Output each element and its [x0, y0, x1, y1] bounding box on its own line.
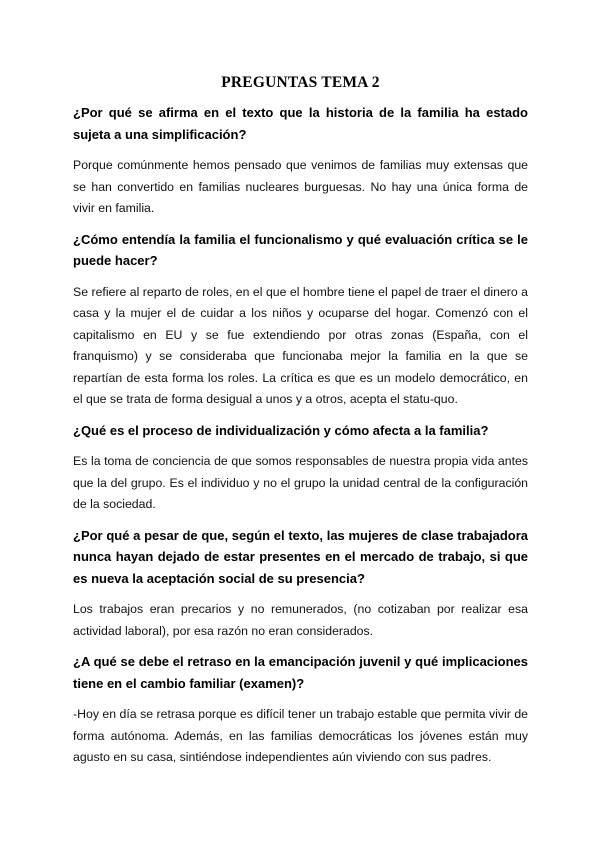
question-4: ¿Por qué a pesar de que, según el texto, las mujeres de clase trabajadora nunca hayan dejado de estar presentes en el mercado de trabajo, si que es nueva la aceptación social de su presencia?	[73, 527, 528, 586]
answer-2: Se refiere al reparto de roles, en el que el hombre tiene el papel de traer el dinero a casa y la mujer el de cuidar a los niños y ocuparse del hogar. Comenzó con el capitalismo en EU y se fue extendiendo por otras zonas (España, con el franquismo) y se consideraba que funcionaba mejor la familia en la que se repartían de esta forma los roles. La crítica es que es un modelo democrático, en el que se trata de forma desigual a unos y a otros, acepta el statu-quo.	[73, 284, 528, 406]
page-title: PREGUNTAS TEMA 2	[221, 74, 380, 91]
question-5: ¿A qué se debe el retraso en la emancipación juvenil y qué implicaciones tiene en el cambio familiar (examen)?	[73, 654, 528, 691]
answer-5: -Hoy en día se retrasa porque es difícil tener un trabajo estable que permita vivir de forma autónoma. Además, en las familias democráticas los jóvenes están muy agusto en su casa, sintiéndose independientes aún viviendo con sus padres.	[73, 707, 528, 764]
question-3: ¿Qué es el proceso de individualización y cómo afecta a la familia?	[73, 422, 489, 438]
answer-1: Porque comúnmente hemos pensado que venimos de familias muy extensas que se han convertido en familias nucleares burguesas. No hay una única forma de vivir en familia.	[73, 158, 528, 215]
document-page	[73, 72, 528, 778]
answer-4: Los trabajos eran precarios y no remunerados, (no cotizaban por realizar esa actividad laboral), por esa razón no eran considerados.	[73, 602, 528, 638]
question-1: ¿Por qué se afirma en el texto que la historia de la familia ha estado sujeta a una simplificación?	[73, 105, 528, 142]
question-2: ¿Cómo entendía la familia el funcionalismo y qué evaluación crítica se le puede hacer?	[73, 231, 528, 268]
answer-3: Es la toma de conciencia de que somos responsables de nuestra propia vida antes que la del grupo. Es el individuo y no el grupo la unidad central de la configuración de la sociedad.	[73, 454, 528, 511]
